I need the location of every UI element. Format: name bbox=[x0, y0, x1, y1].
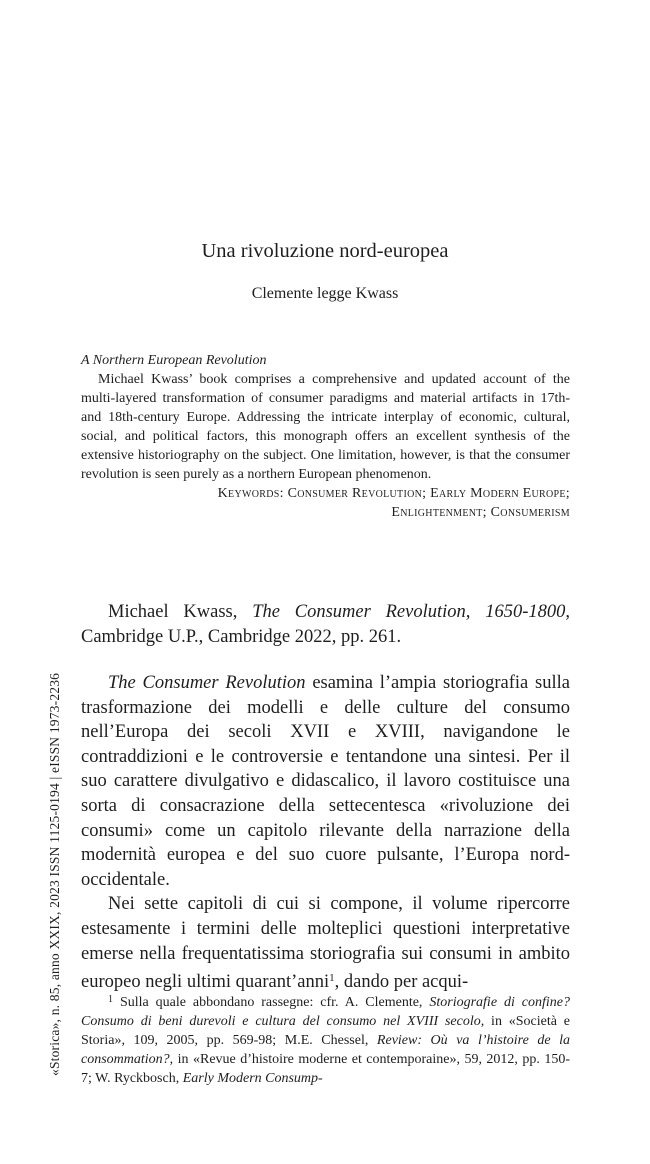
keywords-line-1: Keywords: Consumer Revolution; Early Modern Europe; bbox=[217, 486, 570, 501]
book-publication: , Cambridge U.P., Cambridge 2022, pp. 261. bbox=[81, 602, 570, 647]
book-title: The Consumer Revolution, 1650-1800 bbox=[252, 602, 566, 622]
article-title: Una rivoluzione nord-europea bbox=[201, 240, 449, 262]
footnote-text-2: in «Società e Storia», 109, 2005, pp. 569-98; M.E. Chessel, bbox=[81, 1014, 571, 1048]
paragraph-1-text: esamina l’ampia storiografia sulla trasformazione dei modelli e delle culture del consumo nell’Europa dei secoli XVII e XVIII, navigandone le contraddizioni e le controversie e tentandone una sintesi. Per il suo carattere divulgativo e didascalico, il lavoro costituisce una sorta di consacrazione della settecentesca «rivoluzione dei consumi» come un capitolo rilevante della narrazione della modernità europea e del suo cuore pulsante, l’Europa nord-occidentale. bbox=[81, 673, 570, 890]
footnote-italic-1: Storiografie di confine? Consumo di beni durevoli e cultura del consumo nel XVIII secolo, bbox=[81, 995, 570, 1029]
paragraph-2 bbox=[81, 892, 570, 994]
paragraph-2-tail: , dando per acqui- bbox=[334, 972, 469, 993]
main-text bbox=[81, 671, 570, 995]
article-subtitle: Clemente legge Kwass bbox=[251, 285, 399, 302]
paragraph-2-text: Nei sette capitoli di cui si compone, il volume ripercorre estesamente i termini delle molteplici questioni interpretative emerse nella frequentatissima storiografia sui consumi in ambito europeo negli ultimi quarant’anni bbox=[81, 894, 570, 993]
journal-running-head: «Storica», n. 85, anno XXIX, 2023 ISSN 1125-0194 | eISSN 1973-2236 bbox=[47, 672, 62, 1076]
abstract-body: Michael Kwass’ book comprises a comprehensive and updated account of the multi-layered transformation of consumer paradigms and material artifacts in 17th- and 18th-century Europe. Addressing the intricate interplay of economic, cultural, social, and political factors, this monograph offers an excellent synthesis of the extensive historiography on the subject. One limitation, however, is that the consumer revolution is seen purely as a northern European phenomenon. bbox=[81, 372, 570, 482]
paragraph-1-title: The Consumer Revolution bbox=[108, 673, 306, 693]
paragraph-1 bbox=[81, 671, 570, 892]
book-author: Michael Kwass, bbox=[108, 602, 238, 622]
abstract bbox=[81, 351, 570, 522]
abstract-heading: A Northern European Revolution bbox=[81, 353, 267, 368]
footnote-text-3: , in «Revue d’histoire moderne et contemporaine», 59, 2012, pp. 150-7; W. Ryckbosch, bbox=[81, 1052, 570, 1086]
keywords bbox=[81, 484, 570, 522]
footnote bbox=[81, 990, 570, 1088]
footnote-text-1: Sulla quale abbondano rassegne: cfr. A. Clemente, bbox=[119, 995, 430, 1010]
book-reference bbox=[81, 600, 570, 650]
footnote-reference: 1 bbox=[329, 972, 335, 985]
footnote-number: 1 bbox=[108, 994, 113, 1005]
footnote-italic-3: Early Modern Consump- bbox=[182, 1071, 323, 1086]
footnote-italic-2: Review: Où va l’histoire de la consommation? bbox=[81, 1033, 571, 1067]
keywords-line-2: Enlightenment; Consumerism bbox=[391, 505, 570, 520]
